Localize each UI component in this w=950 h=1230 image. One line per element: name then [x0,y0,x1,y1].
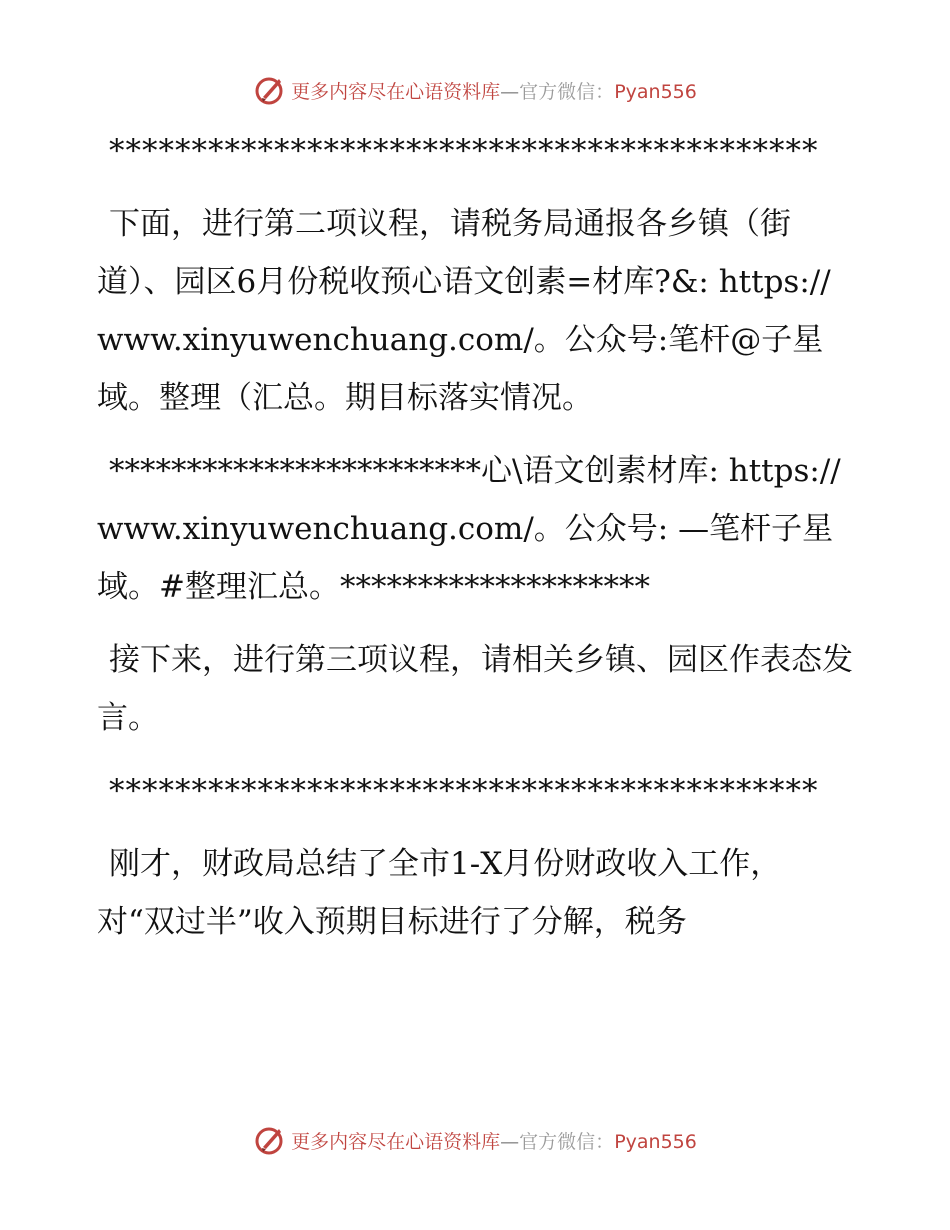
watermark-site-text: 更多内容尽在心语资料库 [291,80,501,103]
paragraph-agenda-item-3: 接下来，进行第三项议程，请相关乡镇、园区作表态发言。 [97,642,853,736]
paragraph-watermark-insert: ************************心\语文创素材库: https://www.xinyuwenchuang.com/。公众号: —笔杆子星域。#整理汇总。******************** [97,453,841,605]
separator-stars-1: ******************************************* [109,133,819,169]
watermark-wechat-handle: Pyan556 [614,80,697,103]
watermark-text [291,1127,697,1154]
quill-pen-circle-icon [253,73,287,107]
watermark-text [291,77,697,104]
watermark-wechat-label: 官方微信： [519,1130,615,1153]
quill-pen-circle-icon [253,1123,287,1157]
document-body [97,122,857,951]
watermark-dash: — [500,80,520,103]
separator-stars-2: ******************************************* [109,773,819,809]
header-watermark [0,70,950,110]
watermark-dash: — [500,1130,520,1153]
watermark-wechat-label: 官方微信： [519,80,615,103]
watermark-wechat-handle: Pyan556 [614,1130,697,1153]
watermark-site-text: 更多内容尽在心语资料库 [291,1130,501,1153]
paragraph-finance-summary: 刚才，财政局总结了全市1-X月份财政收入工作，对“双过半”收入预期目标进行了分解，税务 [97,846,782,940]
paragraph-agenda-item-2: 下面，进行第二项议程，请税务局通报各乡镇（街道）、园区6月份税收预心语文创素=材库?&: https://www.xinyuwenchuang.com/。公众号:笔杆@子星域。整理（汇总。期目标落实情况。 [97,206,831,416]
footer-watermark [0,1120,950,1160]
